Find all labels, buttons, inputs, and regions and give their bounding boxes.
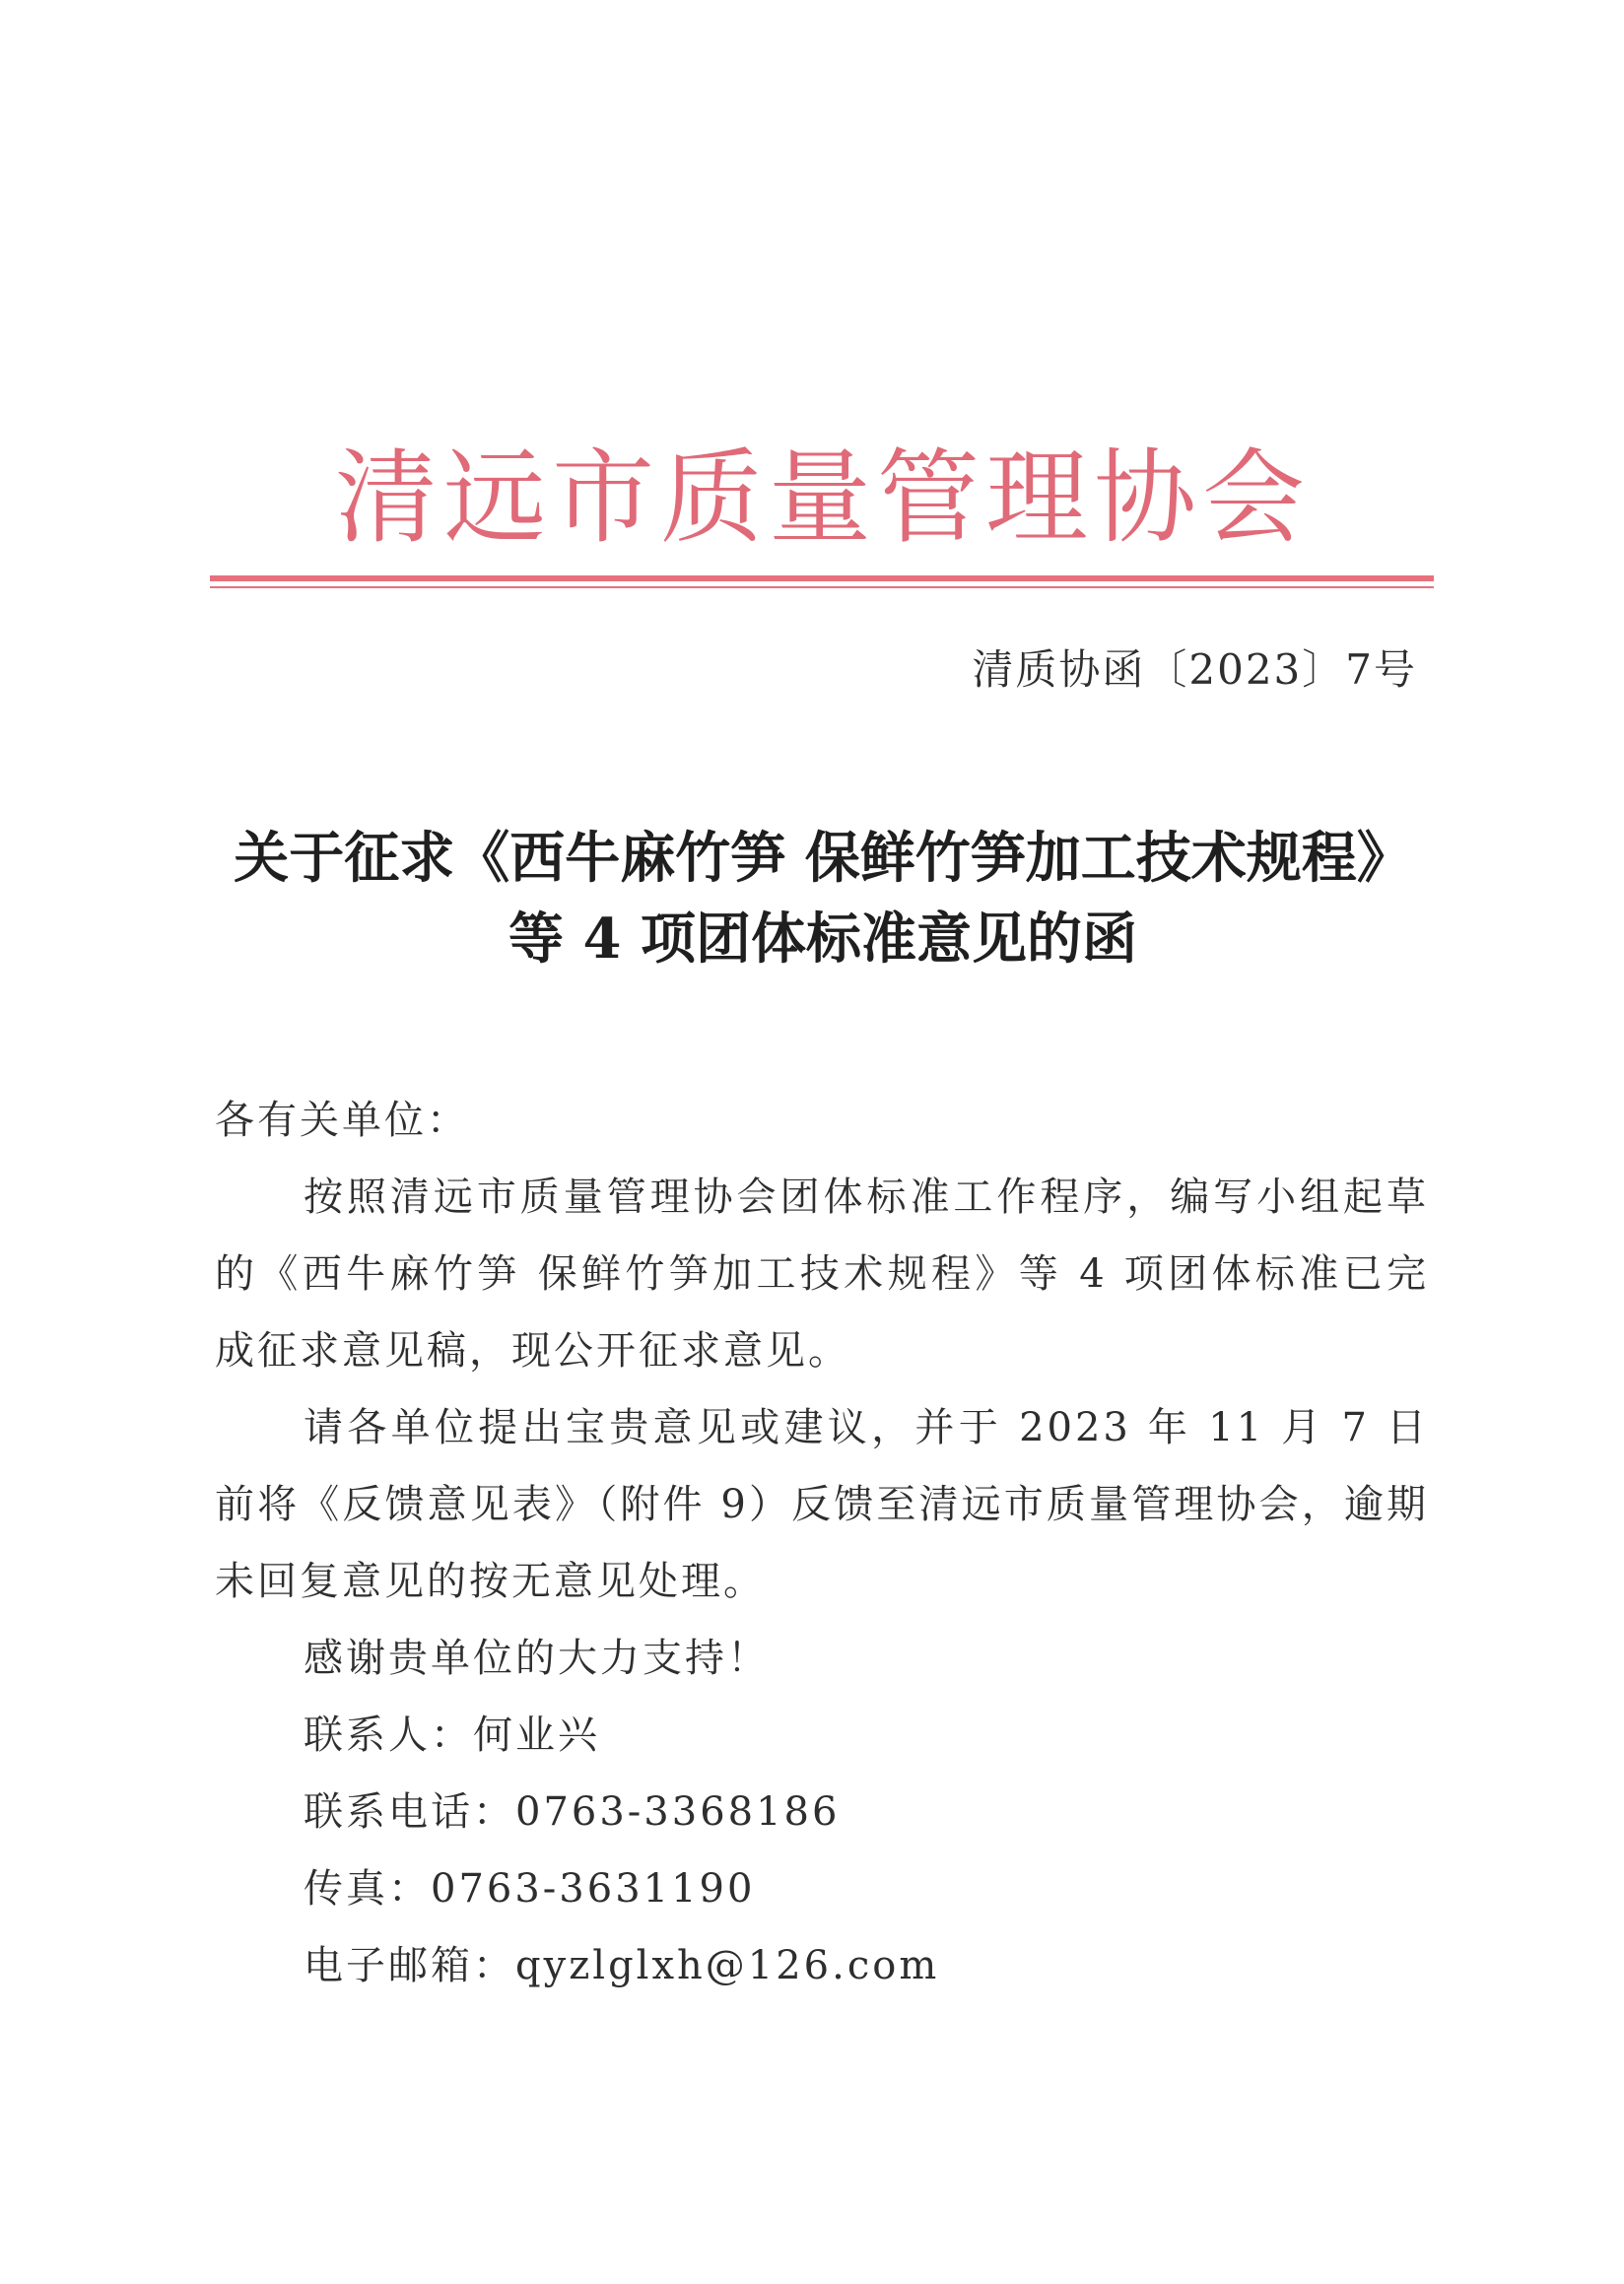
document-title-line-1: 关于征求《西牛麻竹笋 保鲜竹笋加工技术规程》 — [234, 826, 1412, 891]
contact-fax: 传真：0763-3631190 — [304, 1866, 756, 1912]
document-title-line-2: 等 4 项团体标准意见的函 — [508, 907, 1137, 972]
document-body — [215, 1082, 1429, 2004]
document-number: 清质协函〔2023〕7号 — [972, 645, 1417, 694]
contact-phone: 联系电话：0763-3368186 — [304, 1789, 841, 1835]
contact-person: 联系人：何业兴 — [304, 1713, 600, 1758]
paragraph-feedback-request: 请各单位提出宝贵意见或建议，并于 2023 年 11 月 7 日前将《反馈意见表》（附件 9）反馈至清远市质量管理协会，逾期未回复意见的按无意见处理。 — [215, 1405, 1429, 1604]
letterhead-red-rule-thick — [210, 575, 1434, 581]
letterhead-org-name: 清远市质量管理协会 — [334, 437, 1311, 558]
document-title — [197, 818, 1449, 979]
paragraph-drafting-notice: 按照清远市质量管理协会团体标准工作程序，编写小组起草的《西牛麻竹笋 保鲜竹笋加工技术规程》等 4 项团体标准已完成征求意见稿，现公开征求意见。 — [215, 1175, 1429, 1374]
contact-email: 电子邮箱：qyzlglxh@126.com — [304, 1943, 940, 1988]
letterhead-red-rule-thin — [210, 586, 1434, 588]
paragraph-thanks: 感谢贵单位的大力支持！ — [304, 1636, 770, 1681]
salutation: 各有关单位： — [215, 1098, 469, 1143]
